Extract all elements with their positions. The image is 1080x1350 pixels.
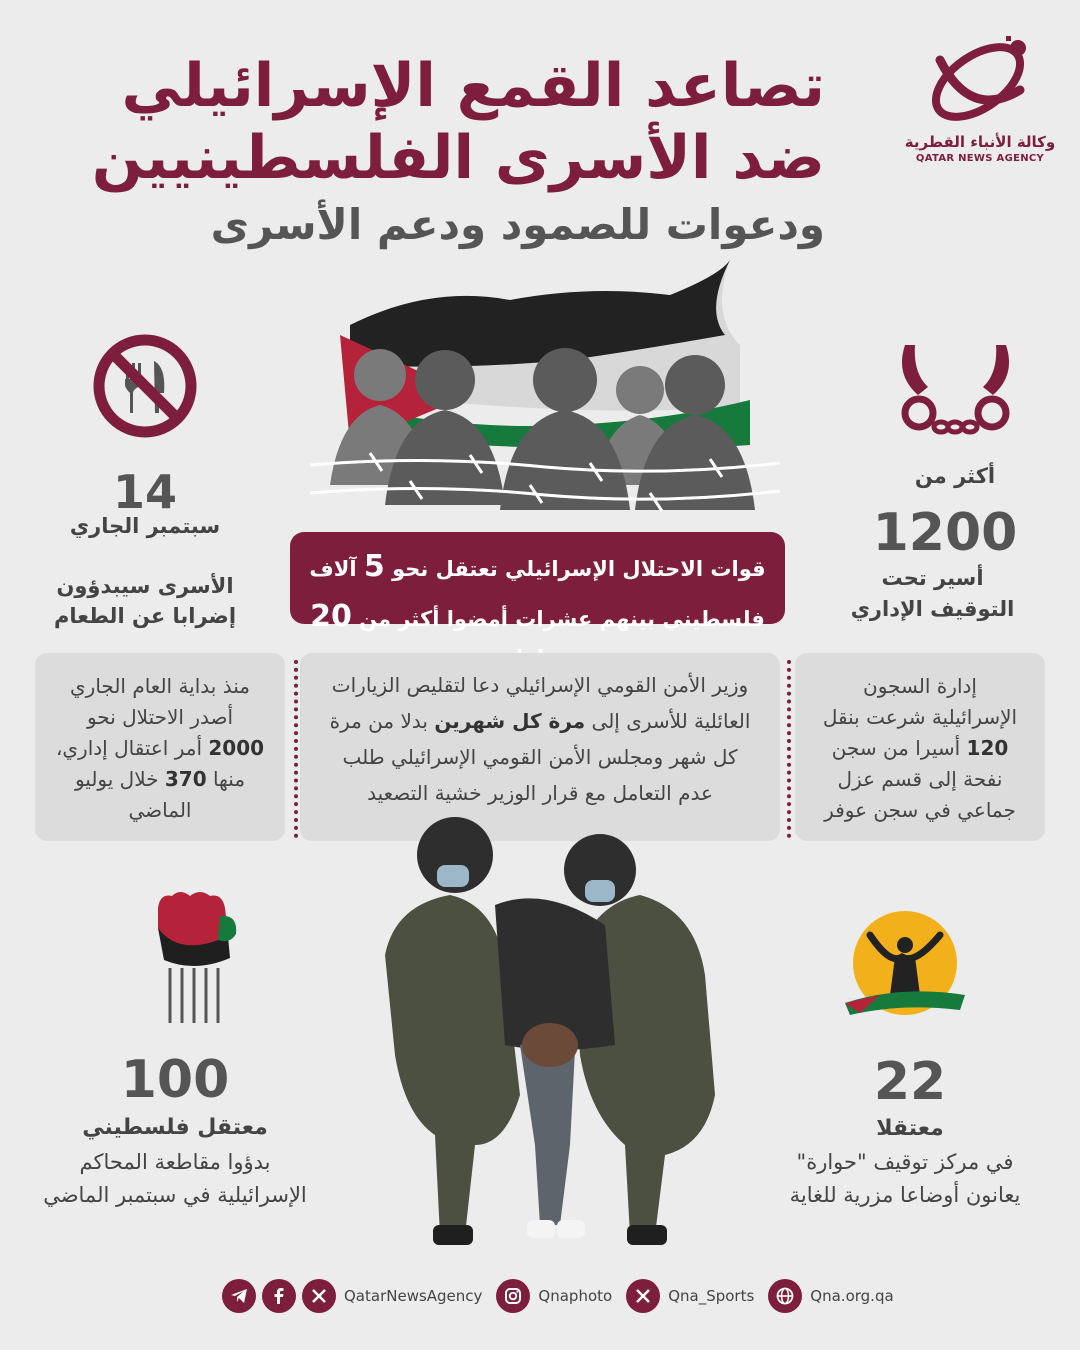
admin-orders-line4: منها: [206, 767, 246, 791]
transfer-line3: أسيرا من سجن: [831, 736, 967, 760]
card-admin-orders: [35, 653, 285, 841]
raised-fist-icon: [150, 888, 240, 1028]
court-boycott-number: 100: [120, 1050, 230, 1110]
administrative-detention-number: 1200: [872, 503, 1018, 563]
footer-social-group: [222, 1279, 482, 1313]
hunger-strike-date-number: 14: [112, 465, 177, 519]
transfer-number-120: 120: [966, 736, 1009, 760]
prisoners-flag-illustration: [310, 255, 780, 525]
card-family-visits: [300, 653, 780, 841]
no-food-icon: [92, 333, 198, 439]
logo-english: QATAR NEWS AGENCY: [915, 153, 1045, 164]
divider-right: [787, 660, 791, 838]
footer-handle-qna[interactable]: QatarNewsAgency: [344, 1287, 483, 1305]
footer-website-link[interactable]: Qna.org.qa: [810, 1287, 894, 1305]
footer-handle-photo[interactable]: Qnaphoto: [538, 1287, 613, 1305]
footer-instagram: [496, 1279, 612, 1313]
admin-orders-line5: خلال يوليو: [74, 767, 165, 791]
globe-icon[interactable]: [768, 1279, 802, 1313]
detention-line2: التوقيف الإداري: [850, 597, 1015, 621]
prisoners-commission-logo: [840, 895, 970, 1025]
admin-orders-number-2000: 2000: [208, 736, 265, 760]
visits-line2-a: العائلية للأسرى إلى: [585, 709, 751, 733]
hawara-line1: في مركز توقيف "حوارة": [796, 1150, 1014, 1174]
instagram-icon[interactable]: [496, 1279, 530, 1313]
transfer-line5: جماعي في سجن عوفر: [824, 798, 1016, 822]
admin-orders-number-370: 370: [164, 767, 207, 791]
transfer-line4: نفحة إلى قسم عزل: [837, 767, 1003, 791]
visits-line4: عدم التعامل مع قرار الوزير خشية التصعيد: [367, 781, 713, 805]
hawara-line2: يعانون أوضاعا مزرية للغاية: [789, 1183, 1021, 1207]
qna-logo-icon: [900, 30, 1060, 125]
admin-orders-line6: الماضي: [128, 798, 192, 822]
hawara-detainees-number: 22: [873, 1052, 947, 1112]
banner-number-20: 20: [310, 598, 352, 634]
visits-line2-c: بدلا من مرة: [329, 709, 435, 733]
qna-logo: [900, 30, 1060, 170]
hunger-strike-line2: إضرابا عن الطعام: [53, 604, 237, 628]
divider-left: [294, 660, 298, 838]
admin-orders-line3: أمر اعتقال إداري،: [55, 736, 209, 760]
footer-handle-sports[interactable]: Qna_Sports: [668, 1287, 755, 1305]
card-prison-transfer: [795, 653, 1045, 841]
transfer-line1: إدارة السجون: [863, 674, 977, 698]
handcuffs-icon: [893, 335, 1018, 445]
hunger-strike-line1: الأسرى سيبدؤون: [56, 574, 234, 598]
x-icon[interactable]: [302, 1279, 336, 1313]
telegram-icon[interactable]: [222, 1279, 256, 1313]
logo-arabic: وكالة الأنباء القطرية: [904, 133, 1056, 151]
detention-prefix: أكثر من: [914, 464, 996, 488]
footer-sports: [626, 1279, 754, 1313]
court-boycott-line1: بدؤوا مقاطعة المحاكم: [79, 1150, 271, 1174]
admin-orders-line1: منذ بداية العام الجاري: [70, 674, 250, 698]
court-boycott-line2: الإسرائيلية في سبتمبر الماضي: [43, 1183, 307, 1207]
page-subtitle: ودعوات للصمود ودعم الأسرى: [210, 200, 825, 249]
footer-website: [768, 1279, 893, 1313]
page-title-line2: ضد الأسرى الفلسطينيين: [91, 123, 825, 193]
banner-line1-a: قوات الاحتلال الإسرائيلي تعتقل نحو: [384, 557, 766, 581]
hunger-strike-date-label: سبتمبر الجاري: [69, 514, 221, 538]
visits-highlight: مرة كل شهرين: [434, 709, 586, 733]
x-sports-icon[interactable]: [626, 1279, 660, 1313]
arrest-banner: [290, 532, 785, 634]
visits-line3: كل شهر ومجلس الأمن القومي الإسرائيلي طلب: [342, 745, 738, 769]
facebook-icon[interactable]: [262, 1279, 296, 1313]
detention-line1: أسير تحت: [881, 566, 984, 590]
banner-line2-a: فلسطيني بينهم عشرات أمضوا أكثر من: [351, 606, 765, 631]
page-title-line1: تصاعد القمع الإسرائيلي: [121, 51, 825, 121]
court-boycott-label: معتقل فلسطيني: [82, 1115, 268, 1140]
footer-social: [222, 1278, 894, 1314]
hawara-label: معتقلا: [876, 1116, 944, 1141]
visits-line1: وزير الأمن القومي الإسرائيلي دعا لتقليص الزيارات: [331, 673, 749, 697]
banner-number-5: 5: [363, 549, 385, 584]
admin-orders-line2: أصدر الاحتلال نحو: [86, 705, 234, 729]
banner-line1-b: آلاف: [309, 557, 364, 581]
transfer-line2: الإسرائيلية شرعت بنقل: [822, 705, 1018, 729]
arrest-photo: [355, 815, 730, 1255]
